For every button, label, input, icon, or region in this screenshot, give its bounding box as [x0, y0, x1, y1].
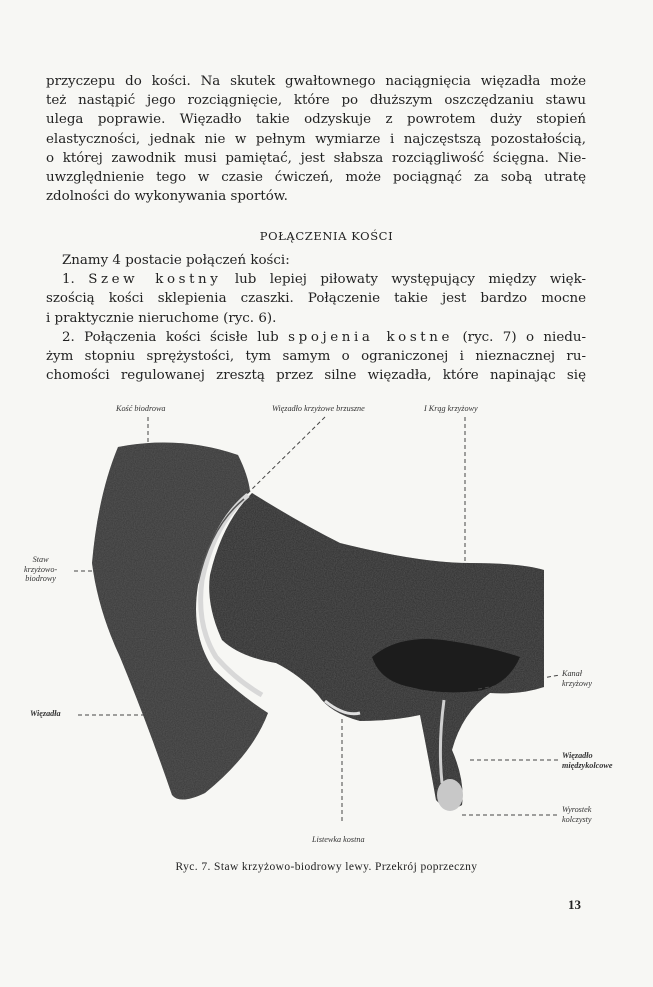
paragraph-types: [46, 251, 586, 385]
figure-caption: Ryc. 7. Staw krzyżowo-biodrowy lewy. Przekrój poprzeczny: [175, 861, 478, 873]
spinous-process: [437, 779, 463, 811]
item1-rest: lub lepiej piłowaty występujący między więk-: [234, 272, 586, 288]
text-line: ulega poprawie. Więzadło takie odzyskuje z powrotem duży stopień: [46, 112, 586, 128]
text-line: przyczepu do kości. Na skutek gwałtownego naciągnięcia więzadła może: [46, 74, 586, 89]
item2-pre: 2. Połączenia kości ścisłe lub: [62, 329, 279, 345]
item1-line1: [46, 270, 586, 289]
item1-term: Szew kostny: [88, 272, 222, 288]
text-line: elastyczności, jednak nie w pełnym wymiarze i najczęstszą pozostałością,: [46, 131, 586, 147]
item2-line3: chomości regulowanej zresztą przez silne więzadła, które napinając się: [46, 368, 586, 384]
item1-number: 1.: [62, 272, 75, 288]
label-interspinous-ligament: Więzadło międzykolcowe: [562, 751, 613, 770]
label-sacral-canal: Kanał krzyżowy: [562, 669, 593, 688]
item2-term: spojenia kostne: [288, 329, 454, 345]
item2-line2: żym stopniu sprężystości, tym samym o ograniczonej i nieznacznej ru-: [46, 349, 586, 365]
label-ligaments: Więzadła: [30, 709, 61, 718]
paragraph-ligaments: [46, 72, 586, 206]
label-ventral-sacroiliac-ligament: Więzadło krzyżowe brzuszne: [272, 404, 365, 413]
label-sacroiliac-joint: Staw krzyżowo- biodrowy: [24, 555, 58, 583]
item1-line2: szością kości sklepienia czaszki. Połączenie takie jest bardzo mocne: [46, 291, 586, 307]
figure-sacroiliac-joint: [0, 395, 653, 865]
text-line: o której zawodnik musi pamiętać, jest słabsza rozciągliwość ścięgna. Nie-: [46, 150, 586, 166]
text-line: też nastąpić jego rozciągnięcie, które po dłuższym oszczędzaniu stawu: [46, 93, 586, 109]
page-number: 13: [568, 897, 581, 912]
cross-section-drawing: [0, 395, 653, 865]
item2-line1: [46, 328, 586, 347]
item2-post: (ryc. 7) o niedu-: [462, 329, 586, 345]
label-first-sacral-vertebra: I Krąg krzyżowy: [424, 404, 478, 413]
intro-line: Znamy 4 postacie połączeń kości:: [62, 253, 290, 268]
label-bony-ridge: Listewka kostna: [312, 835, 365, 844]
item1-line3: i praktycznie nieruchome (ryc. 6).: [46, 310, 277, 326]
label-spinous-process: Wyrostek kolczysty: [562, 805, 592, 824]
section-heading: POŁĄCZENIA KOŚCI: [259, 229, 394, 243]
text-line: uwzględnienie tego w czasie ćwiczeń, może pociągnąć za sobą utratę: [46, 170, 586, 186]
text-line: zdolności do wykonywania sportów.: [46, 189, 288, 205]
label-ilium: Kość biodrowa: [116, 404, 166, 413]
